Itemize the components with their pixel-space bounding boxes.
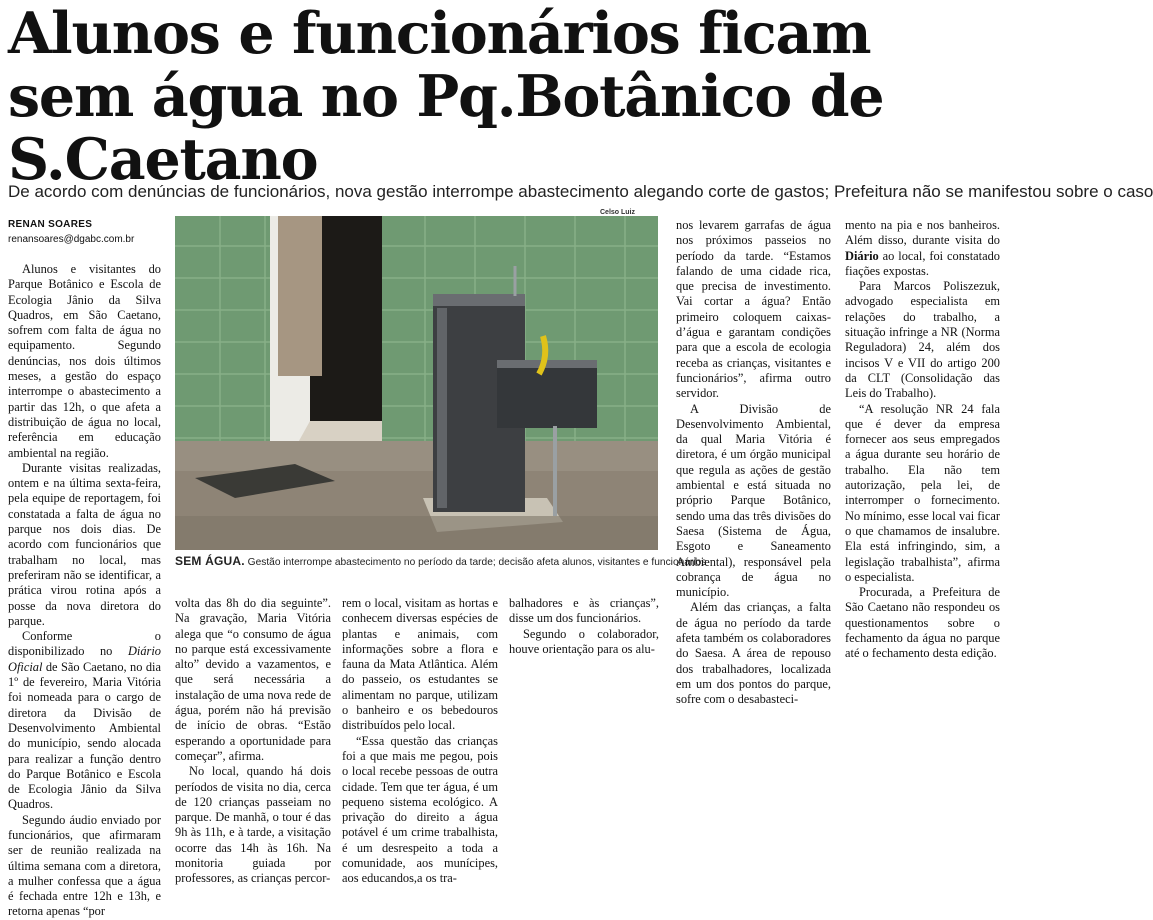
article-column-2: [175, 596, 331, 886]
photo-credit: Celso Luiz: [600, 209, 636, 216]
article-column-6: [845, 218, 1000, 668]
headline: Alunos e funcionários ficam sem água no Pq.Botânico de S.Caetano: [8, 0, 884, 193]
paragraph: balhadores e às crianças”, disse um dos funcionários.: [509, 596, 659, 626]
paragraph: Alunos e visitantes do Parque Botânico e Escola de Ecologia Jânio da Silva Quadros, em São Caetano, sofrem com falta de água no equipamento. Segundo denúncias, nos dois últimos meses, a gestão do espaço interrompe o abastecimento a partir das 12h, o que afeta a distribuição de água no local, referência em educação ambiental na região.: [8, 262, 161, 460]
author-name: RENAN SOARES: [8, 219, 93, 230]
paragraph: “Essa questão das crianças foi a que mais me pegou, pois o local recebe pessoas de outra cidade. Tem que ter água, é um pequeno sistema ecológico. A privação do direito a água potável é um crime trabalhista, é um desrespeito a toda a comunidade, aos munícipes, aos educandos,a os tra-: [342, 733, 498, 886]
paragraph: Durante visitas realizadas, ontem e na última sexta-feira, pela equipe de reportagem, foi constatada a falta de água no parque nos dois dias. De acordo com funcionários que trabalham no local, mas preferiram não se identificar, a prática virou rotina após a posse da nova diretora do parque.: [8, 460, 161, 628]
article-column-4: [509, 596, 659, 676]
caption-text: Gestão interrompe abastecimento no período da tarde; decisão afeta alunos, visitantes e funcionários: [244, 557, 707, 568]
author-email[interactable]: renansoares@dgabc.com.br: [8, 234, 135, 245]
paragraph: mento na pia e nos banheiros. Além disso, durante visita do Diário ao local, foi constatado fiações expostas.: [845, 218, 1000, 278]
paragraph: Procurada, a Prefeitura de São Caetano não respondeu os questionamentos sobre o fechamento da água no parque até o fechamento desta edição.: [845, 585, 1000, 661]
paragraph: Conforme o disponibilizado no Diário Oficial de São Caetano, no dia 1º de fevereiro, Maria Vitória foi nomeada para o cargo de diretora da Divisão de Desenvolvimento Ambiental do município, sendo alocada para realizar a função dentro do Parque Botânico e Escola de Ecologia Jânio da Silva Quadros.: [8, 629, 161, 812]
photo-caption: [175, 554, 707, 568]
byline: [8, 218, 168, 248]
paragraph: rem o local, visitam as hortas e conhecem diversas espécies de plantas e animais, com informações sobre a flora e fauna da Mata Atlântica. Além do passeio, os estudantes se alimentam no parque, utilizam o banheiro e os bebedouros distribuídos pelo local.: [342, 596, 498, 733]
paragraph: A Divisão de Desenvolvimento Ambiental, da qual Maria Vitória é diretora, é um órgão municipal que regula as ações de gestão ambiental e está situada no próprio Parque Botânico, sendo uma das três divisões do Saesa (Sistema de Água, Esgoto e Saneamento Ambiental), responsável pela cobrança de água no município.: [676, 401, 831, 600]
caption-label: SEM ÁGUA.: [175, 554, 245, 568]
paragraph: Para Marcos Poliszezuk, advogado especialista em relações do trabalho, a situação infringe a NR (Norma Reguladora) 24, além dos incisos V e VII do artigo 200 da CLT (Consolidação das Leis do Trabalho).: [845, 279, 1000, 401]
paragraph: No local, quando há dois períodos de visita no dia, cerca de 120 crianças passeiam no parque. De manhã, o tour é das 9h às 11h, e à tarde, a visitação ocorre das 14h às 16h. Na monitoria guiada por professores, as crianças percor-: [175, 764, 331, 886]
article-column-3: [342, 596, 498, 886]
subheadline: De acordo com denúncias de funcionários, nova gestão interrompe abastecimento alegando corte de gastos; Prefeitura não se manifestou sobre o caso: [8, 182, 1153, 201]
newspaper-title: Diário Oficial: [8, 644, 161, 674]
news-photo: [175, 216, 658, 550]
water-fountain-small: [497, 360, 597, 428]
article-column-5: [676, 218, 831, 707]
paragraph: Segundo o colaborador, houve orientação para os alu-: [509, 626, 659, 656]
tiled-wall: [175, 216, 658, 466]
open-door: [278, 216, 322, 376]
paragraph: nos levarem garrafas de água nos próximos passeios no período da tarde. “Estamos falando de uma cidade rica, que precisa de investimento. Vai cortar a água? Então primeiro coloquem caixas-d’água e garantam condições para que a escola de ecologia receba as crianças, visitantes e funcionários”, afirma outro servidor.: [676, 218, 831, 401]
paragraph: Além das crianças, a falta de água no período da tarde afeta também os colaboradores do Saesa. A área de repouso dos trabalhadores, localizada em um dos pontos do parque, sofre com o desabasteci-: [676, 600, 831, 707]
article-column-1: [8, 262, 161, 919]
newspaper-name: Diário: [845, 248, 879, 263]
paragraph: “A resolução NR 24 fala que é dever da empresa fornecer aos seus empregados a água durante seu horário de trabalho. Ela não tem autorização, pela lei, de interromper o fornecimento. No mínimo, esse local vai ficar o que chamamos de insalubre. Ela está infringindo, sim, a legislação trabalhista”, afirma o especialista.: [845, 401, 1000, 584]
paragraph: volta das 8h do dia seguinte”. Na gravação, Maria Vitória alega que “o consumo de água no parque está excessivamente alto” devido a vazamentos, e que será necessária a instalação de uma nova rede de água, porém não há previsão de início de obras. “Estão esperando a oportunidade para começar”, afirma.: [175, 596, 331, 763]
paragraph: Segundo áudio enviado por funcionários, que afirmaram ser de reunião realizada na última semana com a diretora, a mulher confessa que a água é fechada entre 12h e 13h, e retorna apenas “por: [8, 812, 161, 919]
